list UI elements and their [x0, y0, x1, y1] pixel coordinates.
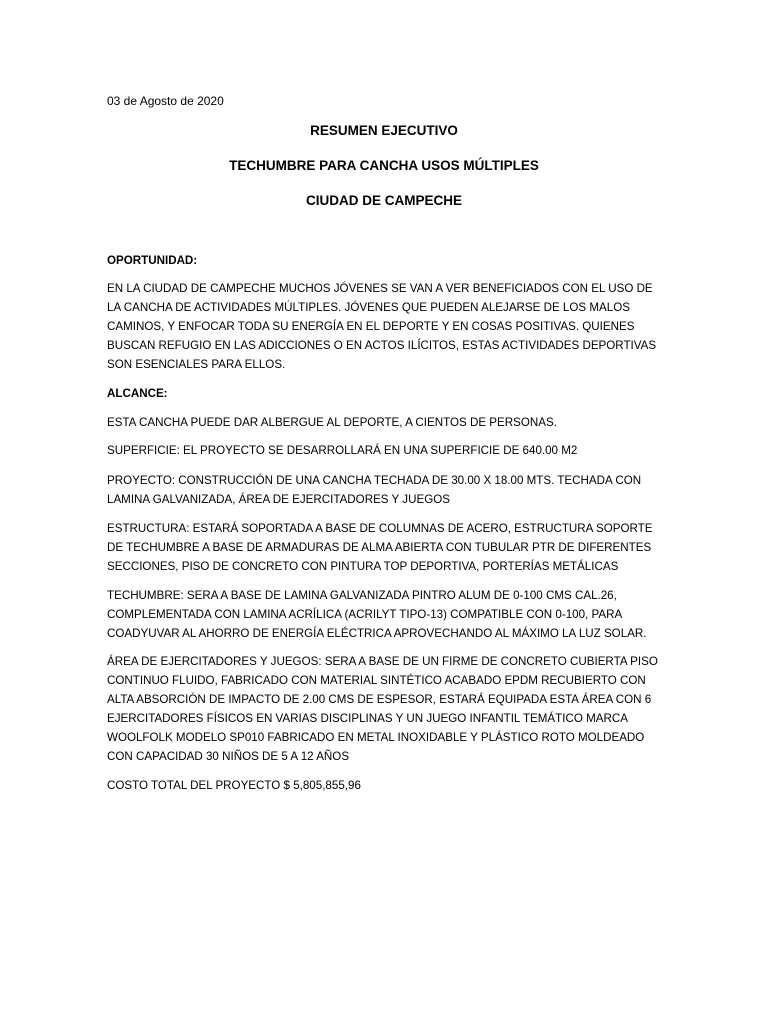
- area-ejercitadores-paragraph: ÁREA DE EJERCITADORES Y JUEGOS: SERA A BASE DE UN FIRME DE CONCRETO CUBIERTA PISO CONTINUO FLUIDO, FABRICADO CON MATERIAL SINTÉTICO ACABADO EPDM RECUBIERTO CON ALTA ABSORCIÓN DE IMPACTO DE 2.00 CMS DE ESPESOR, ESTARÁ EQUIPADA ESTA ÁREA CON 6 EJERCITADORES FÍSICOS EN VARIAS DISCIPLINAS Y UN JUEGO INFANTIL TEMÁTICO MARCA WOOLFOLK MODELO SP010 FABRICADO EN METAL INOXIDABLE Y PLÁSTICO ROTO MOLDEADO CON CAPACIDAD 30 NIÑOS DE 5 A 12 AÑOS: [107, 655, 658, 763]
- costo-total-paragraph: COSTO TOTAL DEL PROYECTO $ 5,805,855,96: [107, 779, 361, 792]
- document-date: 03 de Agosto de 2020: [107, 94, 224, 108]
- proyecto-paragraph: PROYECTO: CONSTRUCCIÓN DE UNA CANCHA TECHADA DE 30.00 X 18.00 MTS. TECHADA CON LAMINA GALVANIZADA, ÁREA DE EJERCITADORES Y JUEGOS: [107, 474, 642, 506]
- document-title: RESUMEN EJECUTIVO: [310, 123, 458, 138]
- superficie-paragraph: SUPERFICIE: EL PROYECTO SE DESARROLLARÁ EN UNA SUPERFICIE DE 640.00 M2: [107, 444, 578, 457]
- alcance-heading: ALCANCE:: [107, 387, 168, 400]
- techumbre-paragraph: TECHUMBRE: SERA A BASE DE LAMINA GALVANIZADA PINTRO ALUM DE 0-100 CMS CAL.26, COMPLEMENTADA CON LAMINA ACRÍLICA (ACRILYT TIPO-13) COMPATIBLE CON 0-100, PARA COADYUVAR AL AHORRO DE ENERGÍA ELÉCTRICA APROVECHANDO AL MÁXIMO LA LUZ SOLAR.: [107, 589, 647, 640]
- estructura-paragraph: ESTRUCTURA: ESTARÁ SOPORTADA A BASE DE COLUMNAS DE ACERO, ESTRUCTURA SOPORTE DE TECHUMBRE A BASE DE ARMADURAS DE ALMA ABIERTA CON TUBULAR PTR DE DIFERENTES SECCIONES, PISO DE CONCRETO CON PINTURA TOP DEPORTIVA, PORTERÍAS METÁLICAS: [107, 522, 653, 573]
- alcance-paragraph: ESTA CANCHA PUEDE DAR ALBERGUE AL DEPORTE, A CIENTOS DE PERSONAS.: [107, 416, 557, 429]
- oportunidad-paragraph: EN LA CIUDAD DE CAMPECHE MUCHOS JÓVENES SE VAN A VER BENEFICIADOS CON EL USO DE LA CANCHA DE ACTIVIDADES MÚLTIPLES. JÓVENES QUE PUEDEN ALEJARSE DE LOS MALOS CAMINOS, Y ENFOCAR TODA SU ENERGÍA EN EL DEPORTE Y EN COSAS POSITIVAS. QUIENES BUSCAN REFUGIO EN LAS ADICCIONES O EN ACTOS ILÍCITOS, ESTAS ACTIVIDADES DEPORTIVAS SON ESENCIALES PARA ELLOS.: [107, 282, 657, 371]
- oportunidad-heading: OPORTUNIDAD:: [107, 254, 198, 267]
- document-subtitle: TECHUMBRE PARA CANCHA USOS MÚLTIPLES: [229, 158, 539, 173]
- document-location: CIUDAD DE CAMPECHE: [305, 193, 462, 208]
